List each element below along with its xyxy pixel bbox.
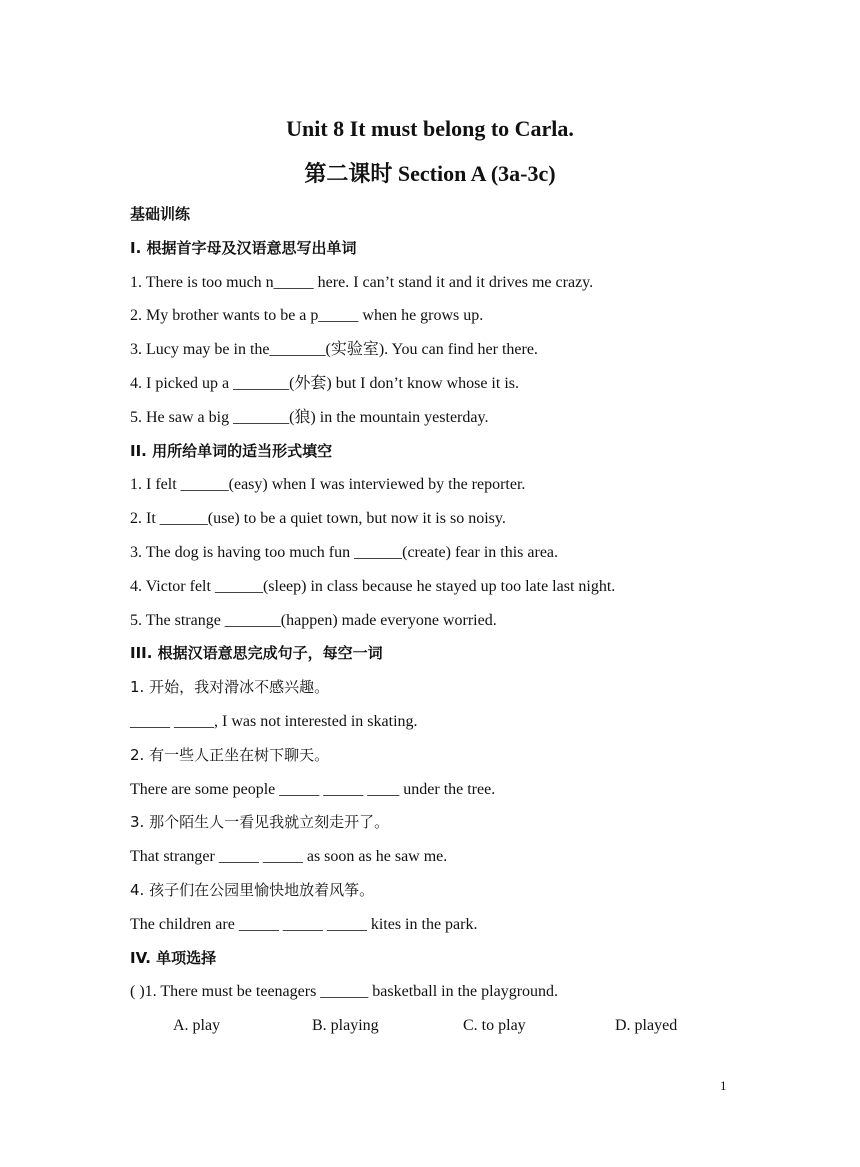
section-heading-part-3: III. 根据汉语意思完成句子，每空一词 (130, 644, 383, 663)
question-2-1: 1. I felt ______(easy) when I was interviewed by the reporter. (130, 476, 526, 494)
question-3-4-prompt: 4. 孩子们在公园里愉快地放着风筝。 (130, 880, 375, 899)
question-2-2: 2. It ______(use) to be a quiet town, but now it is so noisy. (130, 510, 506, 528)
question-3-3-sentence: That stranger _____ _____ as soon as he saw me. (130, 848, 448, 866)
option-c: C. to play (463, 1017, 526, 1035)
question-2-3: 3. The dog is having too much fun ______(create) fear in this area. (130, 543, 559, 561)
section-heading-basic-training: 基础训练 (130, 205, 191, 223)
page-title: Unit 8 It must belong to Carla. (286, 116, 574, 141)
question-1-3: 3. Lucy may be in the_______(实验室). You can find her there. (130, 341, 538, 359)
question-3-1-prompt: 1. 开始，我对滑冰不感兴趣。 (130, 678, 330, 697)
question-2-5: 5. The strange _______(happen) made everyone worried. (130, 611, 497, 629)
question-3-2-prompt: 2. 有一些人正坐在树下聊天。 (130, 745, 330, 764)
page-number: 1 (720, 1078, 727, 1093)
question-1-1: 1. There is too much n_____ here. I can’t stand it and it drives me crazy. (130, 273, 594, 291)
question-4-1: ( )1. There must be teenagers ______ basketball in the playground. (130, 983, 559, 1001)
option-a: A. play (173, 1017, 221, 1035)
question-1-5: 5. He saw a big _______(狼) in the mountain yesterday. (130, 408, 489, 426)
question-3-2-sentence: There are some people _____ _____ ____ under the tree. (130, 780, 496, 798)
worksheet-content (130, 198, 750, 1043)
page-subtitle: 第二课时 Section A (3a-3c) (304, 161, 556, 186)
answer-options (130, 1009, 750, 1043)
section-heading-part-2: II. 用所给单词的适当形式填空 (130, 441, 333, 460)
option-d: D. played (615, 1017, 678, 1035)
question-1-2: 2. My brother wants to be a p_____ when he grows up. (130, 307, 484, 325)
section-heading-part-4: IV. 单项选择 (130, 948, 217, 967)
question-2-4: 4. Victor felt ______(sleep) in class because he stayed up too late last night. (130, 577, 616, 595)
question-3-1-sentence: _____ _____, I was not interested in skating. (130, 712, 418, 730)
question-3-4-sentence: The children are _____ _____ _____ kites in the park. (130, 915, 478, 933)
section-heading-part-1: I. 根据首字母及汉语意思写出单词 (130, 238, 357, 257)
question-3-3-prompt: 3. 那个陌生人一看见我就立刻走开了。 (130, 813, 390, 832)
option-b: B. playing (312, 1017, 379, 1035)
question-1-4: 4. I picked up a _______(外套) but I don’t know whose it is. (130, 374, 519, 392)
